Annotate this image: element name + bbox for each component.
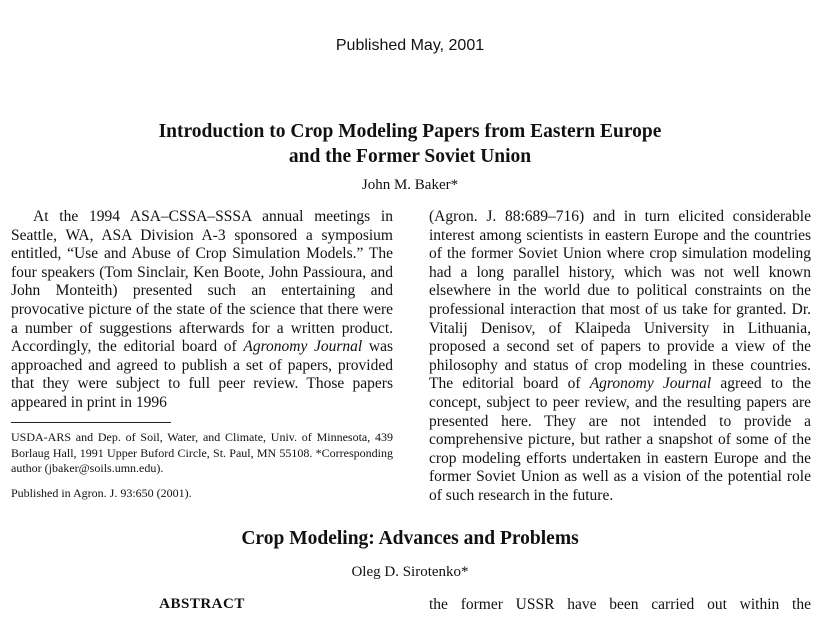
next-article-right-text: the former USSR have been carried out within the	[429, 596, 811, 613]
author-affiliation-footnote: USDA-ARS and Dep. of Soil, Water, and Climate, Univ. of Minnesota, 439 Borlaug Hall, 1991 Upper Buford Circle, St. Paul, MN 55108. *Corresponding author (jbaker@soils.umn.edu).	[11, 430, 393, 475]
article-author: John M. Baker*	[361, 177, 459, 193]
article-title-line-2: and the Former Soviet Union	[288, 146, 532, 167]
journal-name: Agronomy Journal	[589, 375, 712, 393]
right-paragraph-text-2: agreed to the concept, subject to peer review, and the resulting papers are presented here. They are not intended to provide a comprehensive picture, but rather a snapshot of some of the crop modeling efforts undertaken in eastern Europe and the former Soviet Union as well as a vision of the potential role of such research in the future.	[429, 375, 812, 504]
right-column	[429, 208, 811, 506]
left-paragraph	[11, 208, 393, 413]
publication-citation: Published in Agron. J. 93:650 (2001).	[11, 486, 192, 500]
right-paragraph	[429, 208, 811, 506]
next-article-title: Crop Modeling: Advances and Problems	[241, 528, 579, 549]
journal-name: Agronomy Journal	[243, 338, 363, 356]
left-paragraph-text-2: was approached and agreed to publish a set of papers, provided that they were subject to full peer review. Those papers appeared in print in 1996	[11, 338, 394, 411]
article-title-line-1: Introduction to Crop Modeling Papers from Eastern Europe	[158, 121, 662, 142]
left-column	[11, 208, 393, 413]
article-title	[40, 119, 780, 169]
abstract-heading: ABSTRACT	[159, 596, 245, 612]
right-paragraph-text-1: (Agron. J. 88:689–716) and in turn elicited considerable interest among scientists in eastern Europe and the countries of the former Soviet Union where crop simulation modeling had a long parallel history, which was not well known elsewhere in the world due to political constraints on the professional interaction that most of us take for granted. Dr. Vitalij Denisov, of Klaipeda University in Lithuania, proposed a second set of papers to provide a view of the philosophy and status of crop modeling in these countries. The editorial board of	[429, 208, 811, 393]
published-date: Published May, 2001	[335, 37, 485, 54]
next-article-author: Oleg D. Sirotenko*	[351, 564, 469, 580]
footnote-divider	[11, 422, 171, 423]
left-paragraph-text-1: At the 1994 ASA–CSSA–SSSA annual meetings in Seattle, WA, ASA Division A-3 sponsored a symposium entitled, “Use and Abuse of Crop Simulation Models.” The four speakers (Tom Sinclair, Ken Boote, John Passioura, and John Monteith) presented such an entertaining and provocative picture of the state of the science that there were a number of suggestions afterwards for a written product. Accordingly, the editorial board of	[11, 208, 393, 356]
